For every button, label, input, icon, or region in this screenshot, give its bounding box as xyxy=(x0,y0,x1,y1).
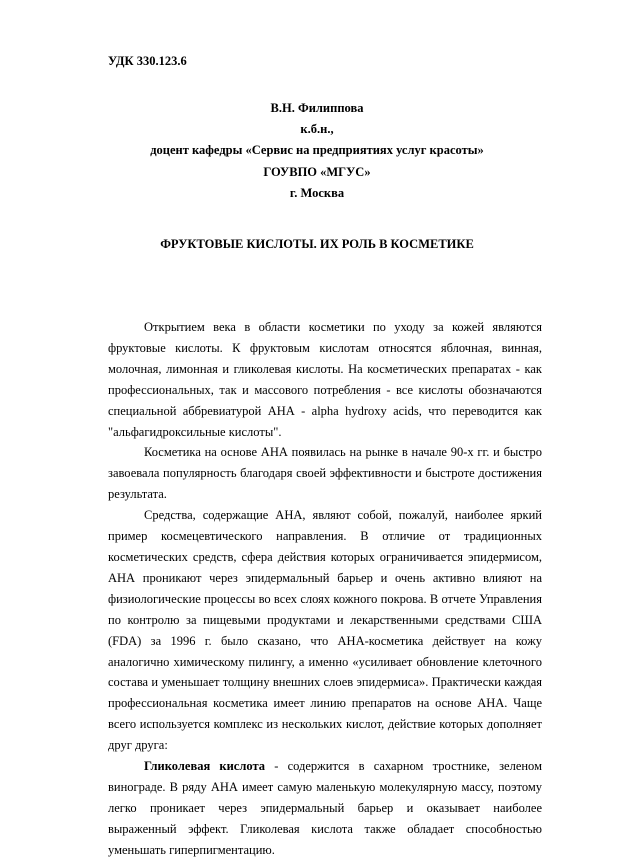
paragraph-glycolic xyxy=(108,756,542,861)
author-organization: ГОУВПО «МГУС» xyxy=(263,164,371,179)
paragraph-action: Средства, содержащие АНА, являют собой, пожалуй, наиболее яркий пример космецевтического направления. В отличие от традиционных косметических средств, сфера действия которых ограничивается эпидермисом, АНА проникают через эпидермальный барьер и очень активно влияют на физиологические процессы во всех слоях кожного покрова. В отчете Управления по контролю за пищевыми продуктами и лекарственными средствами США (FDA) за 1996 г. было сказано, что АНА-косметика действует на кожу аналогично химическому пилингу, а именно «усиливает обновление клеточного состава и уменьшает толщину внешних слоев эпидермиса». Практически каждая профессиональная косметика имеет линию препаратов на основе АНА. Чаще всего используется комплекс из нескольких кислот, действие которых дополняет друг друга: xyxy=(108,508,542,753)
glycolic-term: Гликолевая кислота xyxy=(144,759,265,774)
glycolic-text: - содержится в сахарном тростнике, зеленом винограде. В ряду АНА имеет самую маленькую молекулярную массу, поэтому легко проникает через эпидермальный барьер и оказывает наиболее выраженный эффект. Гликолевая кислота также обладает способностью уменьшать гиперпигментацию. xyxy=(108,759,542,857)
author-position: доцент кафедры «Сервис на предприятиях услуг красоты» xyxy=(150,143,484,158)
paragraph-intro: Открытием века в области косметики по уходу за кожей являются фруктовые кислоты. К фруктовым кислотам относятся яблочная, винная, молочная, лимонная и гликолевая кислоты. На косметических препаратах - как профессиональных, так и массового потребления - все кислоты обозначаются специальной аббревиатурой АНА - alpha hydroxy acids, что переводится как "альфагидроксильные кислоты". xyxy=(108,320,542,439)
article-body xyxy=(108,317,542,861)
author-city: г. Москва xyxy=(289,185,345,200)
author-degree: к.б.н., xyxy=(300,122,334,137)
udk-code: УДК 330.123.6 xyxy=(108,54,187,68)
author-block xyxy=(100,98,534,204)
paragraph-history: Косметика на основе АНА появилась на рынке в начале 90-х гг. и быстро завоевала популярность благодаря своей эффективности и быстроте достижения результата. xyxy=(108,445,542,502)
author-name: В.Н. Филиппова xyxy=(270,101,364,115)
article-title: ФРУКТОВЫЕ КИСЛОТЫ. ИХ РОЛЬ В КОСМЕТИКЕ xyxy=(160,237,474,251)
